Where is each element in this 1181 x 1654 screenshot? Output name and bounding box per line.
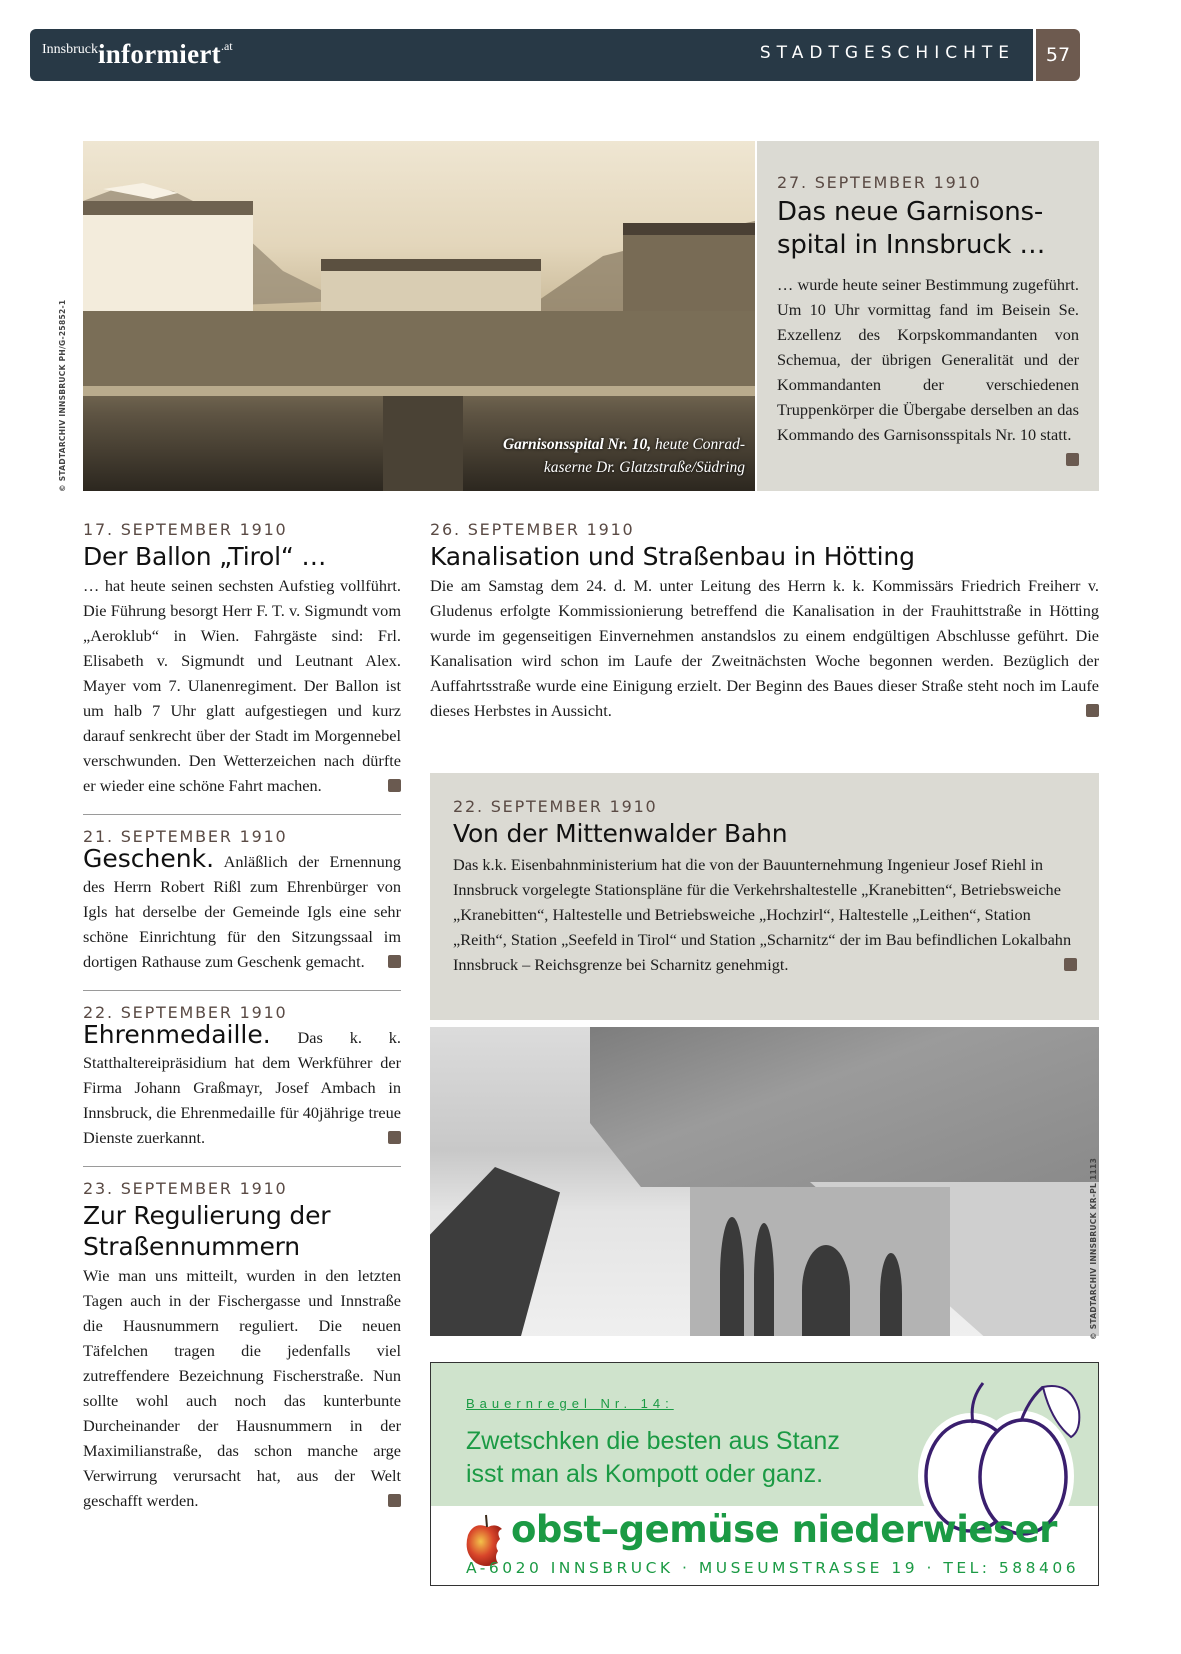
end-marker-icon (1086, 704, 1099, 717)
page-number: 57 (1036, 29, 1080, 81)
logo-main: informiert (98, 39, 221, 69)
central-walkway (383, 396, 463, 491)
advertisement[interactable] (430, 1362, 1099, 1586)
article-body (83, 846, 401, 974)
article-title: Der Ballon „Tirol“ … (83, 542, 327, 571)
ad-label: Bauernregel Nr. 14: (466, 1396, 674, 1411)
logo-prefix: Innsbruck (42, 42, 98, 57)
arch (802, 1245, 850, 1336)
viaduct (690, 1187, 950, 1336)
ad-brand: obst–gemüse niederwieser (511, 1508, 1057, 1551)
article-sep21 (83, 827, 401, 986)
caption-line2: kaserne Dr. Glatzstraße/Südring (543, 459, 745, 476)
article-title: Zur Regulierung der Straßennummern (83, 1201, 331, 1261)
article-body (83, 1022, 401, 1150)
cliff (590, 1027, 1099, 1187)
ad-address: A-6020 INNSBRUCK · MUSEUMSTRASSE 19 · TEL: 588406 (466, 1559, 1080, 1577)
article-sep26 (430, 520, 1099, 723)
end-marker-icon (1064, 958, 1077, 971)
article-text: Die am Samstag dem 24. d. M. unter Leitung des Herrn k. k. Kommissärs Friedrich Freiherr v. Gludenus erfolgte Kommissionierung betreffend die Kanalisation in der Frauhittstraße in Hötting wurde im gegenseitigen Einvernehmen anstandslos zu einem endgültigen Abschlusse geführt. Die Kanalisation wird schon im Laufe der Zweitnächsten Woche begonnen werden. Bezüglich der Auffahrtsstraße wurde eine Einigung erzielt. Der Beginn des Baues dieser Straße steht noch im Laufe dieses Herbstes in Aussicht. (430, 576, 1099, 720)
slogan-line1: Zwetschken die besten aus Stanz (466, 1427, 840, 1455)
article-title: Kanalisation und Straßenbau in Hötting (430, 542, 915, 571)
article-date: 26. SEPTEMBER 1910 (430, 520, 635, 539)
photo-caption (503, 433, 745, 479)
ad-slogan (466, 1425, 840, 1491)
article-text: … wurde heute seiner Bestimmung zugeführt. Um 10 Uhr vormittag fand im Beisein Se. Exzellenz des Korpskommandanten von Schemua, der übrigen Generalität und der Kommandanten der verschiedenen Truppenkörper die Übergabe derselben an das Kommando des Garnisonsspitals Nr. 10 statt. (777, 275, 1079, 444)
end-marker-icon (388, 779, 401, 792)
article-date: 22. SEPTEMBER 1910 (83, 1003, 288, 1022)
end-marker-icon (388, 1494, 401, 1507)
end-marker-icon (1066, 453, 1079, 466)
article-body (453, 852, 1077, 977)
caption-bold: Garnisonsspital Nr. 10, (502, 436, 652, 453)
article-sep23 (83, 1179, 401, 1525)
end-marker-icon (388, 1131, 401, 1144)
garrison-hospital-photo (83, 141, 755, 491)
logo-suffix: .at (220, 39, 233, 53)
article-body (777, 272, 1079, 447)
article-text: Das k.k. Eisenbahnministerium hat die von der Bauunternehmung Ingenieur Josef Riehl in Innsbruck vorgelegte Stationspläne für die Verkehrshaltestelle „Kranebitten“, Betriebsweiche „Kranebitten“, Haltestelle und Betriebsweiche „Hochzirl“, Haltestelle „Leithen“, Station „Reith“, Station „Seefeld in Tirol“ und Station „Scharnitz“ der im Bau befindlichen Lokalbahn Innsbruck – Reichsgrenze bei Scharnitz genehmigt. (453, 855, 1072, 974)
divider (83, 1166, 401, 1167)
divider (83, 814, 401, 815)
left-column (83, 520, 401, 1525)
article-sep22-medal (83, 1003, 401, 1162)
arch (754, 1223, 774, 1336)
photo-credit: © STADTARCHIV INNSBRUCK PH/G-25852-1 (58, 299, 67, 492)
article-date: 22. SEPTEMBER 1910 (453, 797, 658, 816)
article-title: Geschenk. (83, 844, 215, 873)
article-sep17 (83, 520, 401, 810)
lawn (83, 311, 755, 391)
divider (83, 990, 401, 991)
section-title: STADTGESCHICHTE (759, 43, 1015, 63)
article-date: 21. SEPTEMBER 1910 (83, 827, 288, 846)
article-text: … hat heute seinen sechsten Aufstieg vollführt. Die Führung besorgt Herr F. T. v. Sigmundt vom „Aeroklub“ in Wien. Fahrgäste sind: Frl. Elisabeth v. Sigmundt und Leutnant Alex. Mayer vom 7. Ulanenregiment. Der Ballon ist um halb 7 Uhr glatt aufgestiegen und kurz darauf senkrecht über der Stadt im Morgennebel verschwunden. Den Wetterzeichen nach dürfte er wieder eine schöne Fahrt machen. (83, 576, 401, 795)
article-sep22-railway (430, 773, 1099, 1020)
header-bar (30, 29, 1033, 81)
center-building (321, 259, 541, 311)
logo[interactable] (42, 39, 233, 70)
photo-credit: © STADTARCHIV INNSBRUCK KR-PL 1113 (1089, 1157, 1098, 1340)
article-body (83, 573, 401, 798)
article-body (430, 573, 1099, 723)
article-title: Von der Mittenwalder Bahn (453, 819, 788, 848)
arch (720, 1217, 744, 1336)
article-title: Das neue Garnisons- spital in Innsbruck … (777, 197, 1046, 260)
article-date: 27. SEPTEMBER 1910 (777, 173, 982, 192)
trees (430, 1167, 560, 1336)
arch (880, 1253, 902, 1336)
article-date: 17. SEPTEMBER 1910 (83, 520, 288, 539)
article-text: Anläßlich der Ernennung des Herrn Robert Rißl zum Ehrenbürger von Igls hat derselbe der Gemeinde Igls eine sehr schöne Einrichtung für den Sitzungssaal im dortigen Rathause zum Geschenk gemacht. (83, 852, 401, 971)
caption-line1: heute Conrad- (651, 436, 745, 453)
end-marker-icon (388, 955, 401, 968)
railway-bridge-photo (430, 1027, 1099, 1336)
article-sep27 (757, 141, 1099, 491)
article-text: Das k. k. Statthaltereipräsidium hat dem Werkführer der Firma Johann Graßmayr, Josef Ambach in Innsbruck, die Ehrenmedaille für 40jährige treue Dienste zuerkannt. (83, 1028, 401, 1147)
article-text: Wie man uns mitteilt, wurden in den letzten Tagen auch in der Fischergasse und Innstraße die Hausnummern reguliert. Die neuen Täfelchen tragen die jedenfalls viel zutreffendere Bezeichnung Fischerstraße. Nun sollte wohl auch noch das kunterbunte Durcheinander der Hausnummern in der Maximilianstraße, das schon manche arge Verwirrung verursacht hat, aus der Welt geschafft werden. (83, 1266, 401, 1510)
article-date: 23. SEPTEMBER 1910 (83, 1179, 288, 1198)
right-building (623, 223, 755, 323)
slogan-line2: isst man als Kompott oder ganz. (466, 1460, 824, 1488)
footpath (83, 386, 755, 396)
article-title: Ehrenmedaille. (83, 1020, 271, 1049)
article-body (83, 1263, 401, 1513)
left-building (83, 201, 253, 311)
